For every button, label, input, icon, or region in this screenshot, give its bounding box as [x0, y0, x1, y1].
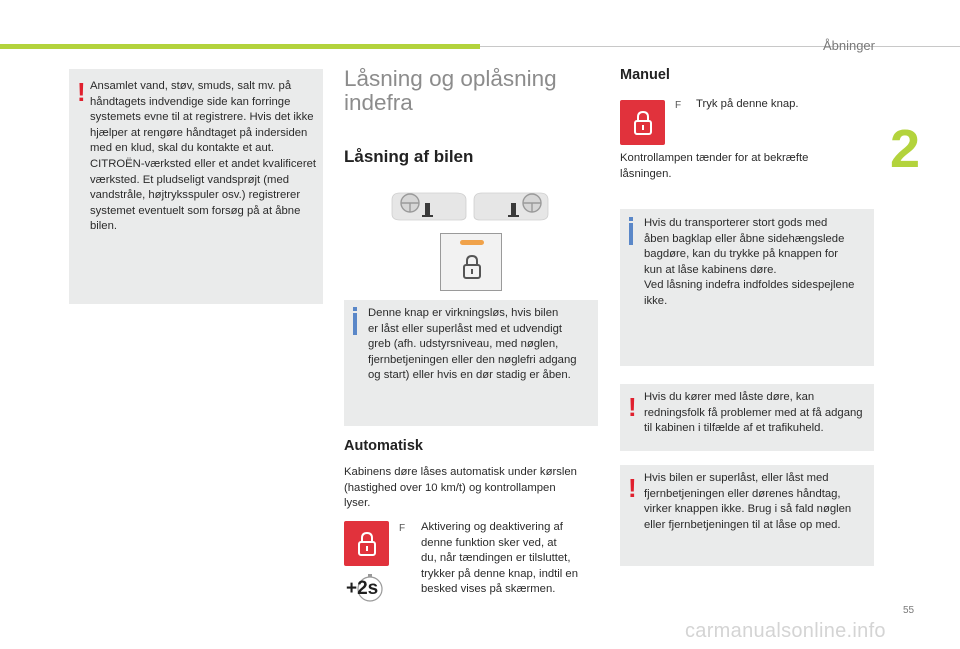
right-info-box [620, 209, 874, 366]
lock-button [344, 521, 389, 566]
info-icon [353, 313, 357, 335]
accent-bar [0, 44, 480, 49]
bullet-marker: F [675, 100, 682, 111]
left-warning-box [69, 69, 323, 304]
chapter-number: 2 [890, 119, 921, 179]
dashboard-illustration [390, 190, 550, 226]
padlock-icon [356, 530, 378, 558]
middle-info-text: Denne knap er virkningsløs, hvis bilen er låst eller superlåst med et udvendigt greb (afh. udstyrsniveau, med nøglen, fjernbetjeningen eller den nøglefri adgang og start) eller hvis en dør stadig er åben. [368, 307, 577, 382]
middle-info-box [344, 300, 598, 426]
warning-icon: ! [628, 473, 637, 503]
lock-button-illustration [440, 233, 502, 291]
indicator-lamp [460, 240, 484, 245]
page-title: Låsning og oplåsning indefra [344, 66, 557, 115]
automatic-step-text: Aktivering og deaktivering af denne funktion sker ved, at du, når tændingen er tilsluttet, trykker på denne knap, indtil en besked vises på skærmen. [421, 521, 578, 596]
warning-icon: ! [77, 77, 86, 107]
left-warning-text: Ansamlet vand, støv, smuds, salt mv. på håndtagets indvendige side kan forringe systemets evne til at registrere. Hvis det ikke hjælper at rengøre håndtaget på indersiden med en klud, skal du kontakte et aut. CITROËN-værksted eller et andet kvalificeret værksted. Et pludseligt vandsprøjt (med vandstråle, højtryksspuler osv.) registrerer systemet eventuelt som forsøg på at åbne bilen. [90, 80, 317, 233]
right-warning-text-1: Hvis du kører med låste døre, kan redningsfolk få problemer med at få adgang til kabinen i tilfælde af et trafikuheld. [644, 391, 863, 435]
header-rule [480, 46, 960, 47]
padlock-icon [461, 253, 483, 281]
automatic-text: Kabinens døre låses automatisk under kørslen (hastighed over 10 km/t) og kontrollampen lyser. [344, 466, 577, 510]
right-dashboard-shape [474, 193, 548, 220]
right-warning-box-2 [620, 465, 874, 566]
bullet-marker: F [399, 523, 406, 534]
page-number: 55 [903, 605, 915, 616]
right-warning-box-1 [620, 384, 874, 451]
padlock-icon [632, 109, 654, 137]
manual-heading: Manuel [620, 67, 670, 83]
right-info-text: Hvis du transporterer stort gods med åben bagklap eller åbne sidehængslede bagdøre, kan du trykke på knappen for kun at låse kabinens døre. Ved låsning indefra indfoldes sidespejlene ikke. [644, 217, 855, 307]
warning-icon: ! [628, 392, 637, 422]
timer-label: +2s [346, 578, 379, 599]
manual-step-text: Tryk på denne knap. [696, 98, 799, 110]
right-warning-text-2: Hvis bilen er superlåst, eller låst med fjernbetjeningen eller dørenes håndtag, virker knappen ikke. Brug i så fald nøglen eller fjernbetjeningen til at låse op med. [644, 472, 852, 531]
manual-text: Kontrollampen tænder for at bekræfte låsningen. [620, 152, 809, 180]
info-icon [629, 223, 633, 245]
watermark: carmanualsonline.info [685, 620, 886, 642]
section-title: Åbninger [822, 38, 875, 53]
section-heading-locking: Låsning af bilen [344, 147, 474, 166]
automatic-heading: Automatisk [344, 438, 423, 454]
lock-button [620, 100, 665, 145]
left-dashboard-shape [392, 193, 466, 220]
